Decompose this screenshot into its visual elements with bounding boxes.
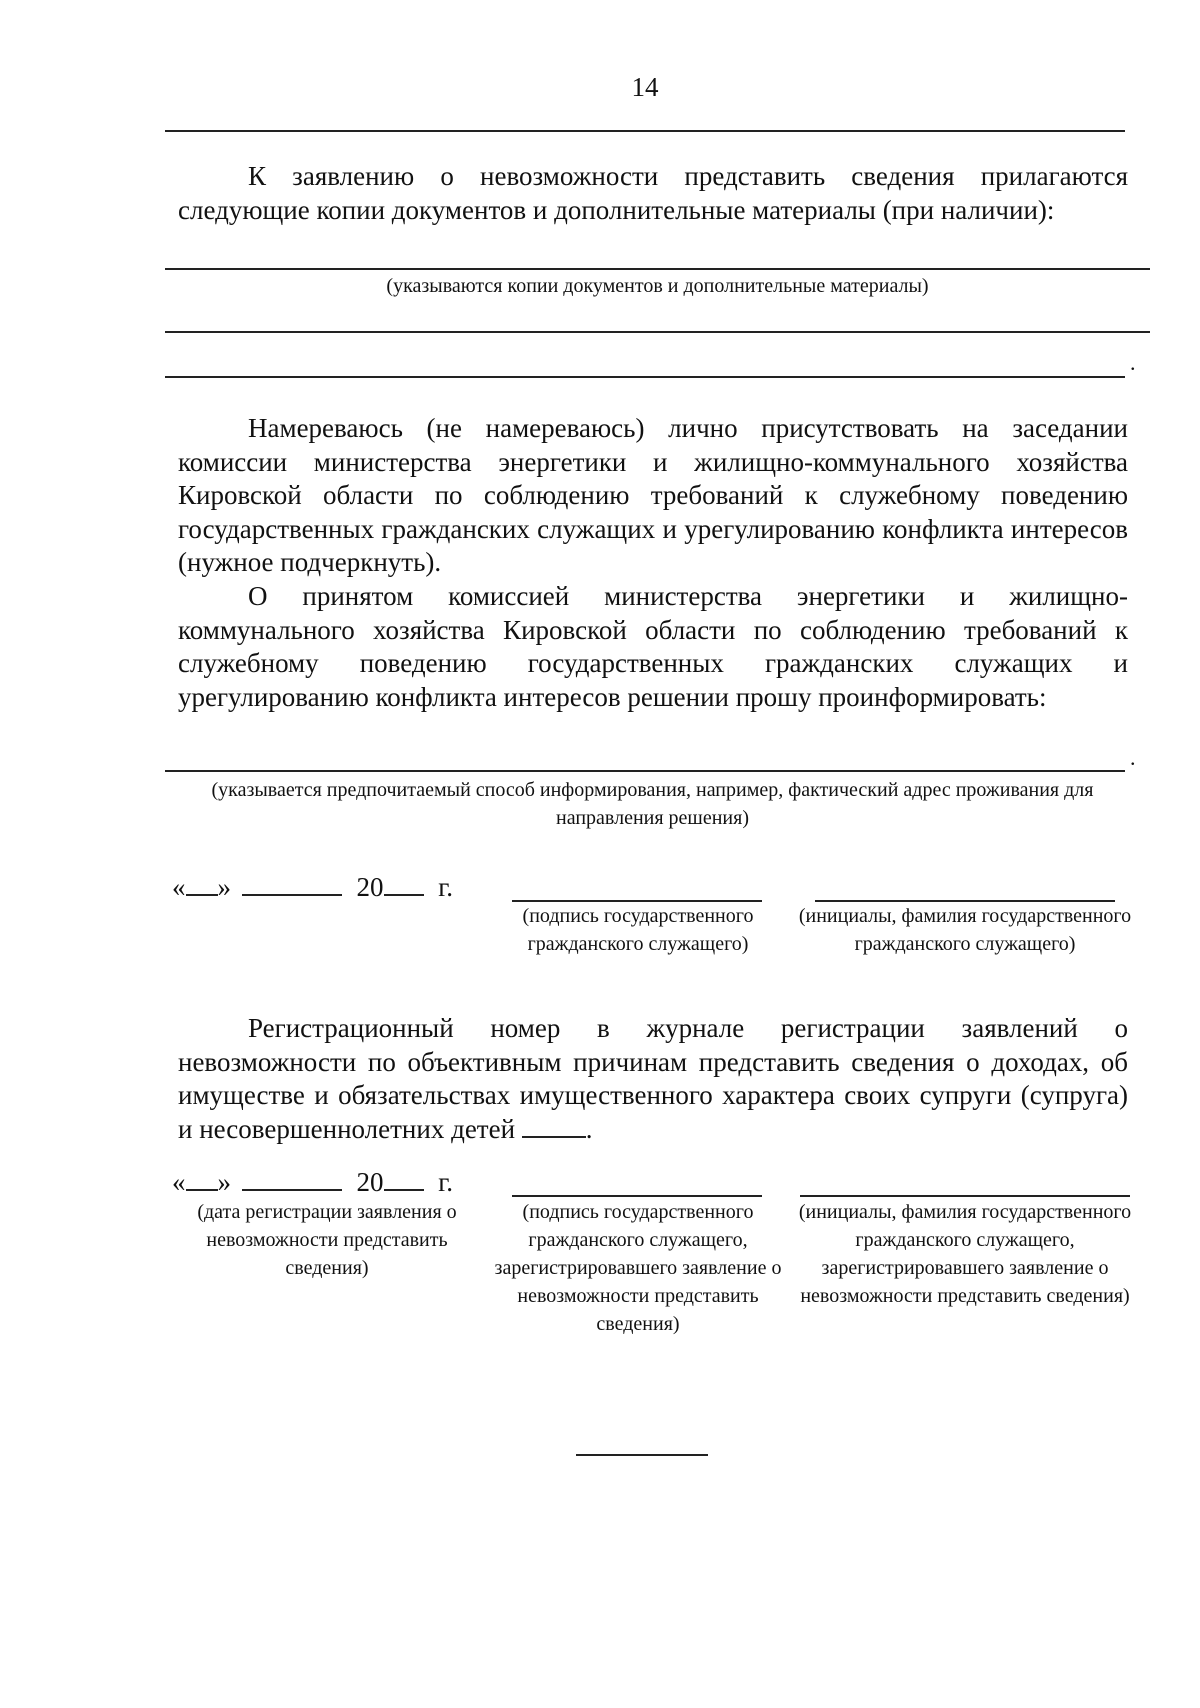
month-field[interactable] [242, 1167, 342, 1191]
signature-line-2[interactable] [512, 1195, 762, 1197]
year-suffix: г. [438, 872, 454, 902]
notification-end-mark: . [1130, 745, 1136, 770]
name-caption-1: (инициалы, фамилия государственного гражданского служащего) [798, 905, 1132, 955]
notification-paragraph: О принятом комиссией министерства энергетики и жилищно-коммунального хозяйства Кировской области по соблюдению требований к служебному поведению государственных гражданских служащих и урегулированию конфликта интересов решении прошу проинформировать: [178, 581, 1128, 712]
date-caption-2: (дата регистрации заявления о невозможности представить сведения) [197, 1201, 457, 1279]
year-field[interactable] [384, 872, 424, 896]
signature-date-2 [172, 1167, 453, 1198]
registration-paragraph [178, 1012, 1128, 1146]
date-close-quote: » [217, 872, 231, 902]
registration-number-field[interactable] [522, 1114, 586, 1138]
registration-text: Регистрационный номер в журнале регистрации заявлений о невозможности по объективным причинам представить сведения о доходах, об имуществе и обязательствах имущественного характера своих супруги (супруга) и несовершеннолетних детей [178, 1013, 1128, 1144]
notification-line[interactable] [165, 770, 1125, 772]
attendance-paragraph: Намереваюсь (не намереваюсь) лично присутствовать на заседании комиссии министерства энергетики и жилищно-коммунального хозяйства Кировской области по соблюдению требований к служебному поведению государственных гражданских служащих и урегулированию конфликта интересов (нужное подчеркнуть). [178, 413, 1128, 577]
date-close-quote: » [217, 1167, 231, 1197]
year-prefix: 20 [356, 872, 384, 902]
month-field[interactable] [242, 872, 342, 896]
signature-caption-2: (подпись государственного гражданского служащего, зарегистрировавшего заявление о невозможности представить сведения) [494, 1201, 782, 1335]
attachments-caption: (указываются копии документов и дополнительные материалы) [386, 275, 929, 297]
notification-caption: (указывается предпочитаемый способ информирования, например, фактический адрес проживания для направления решения) [211, 779, 1094, 829]
header-divider [165, 130, 1125, 132]
year-field[interactable] [384, 1167, 424, 1191]
signature-date-1 [172, 872, 453, 903]
year-prefix: 20 [356, 1167, 384, 1197]
name-caption-2: (инициалы, фамилия государственного гражданского служащего, зарегистрировавшего заявление о невозможности представить сведения) [798, 1201, 1132, 1307]
registration-end-mark: . [585, 1113, 593, 1144]
attachments-end-mark: . [1130, 350, 1136, 375]
day-field[interactable] [186, 1167, 218, 1191]
name-line-2[interactable] [800, 1195, 1130, 1197]
date-open-quote: « [172, 872, 186, 902]
closing-rule [576, 1454, 708, 1456]
signature-caption-1: (подпись государственного гражданского служащего) [522, 905, 754, 955]
year-suffix: г. [438, 1167, 454, 1197]
attachments-line-3[interactable] [165, 376, 1125, 378]
day-field[interactable] [186, 872, 218, 896]
date-open-quote: « [172, 1167, 186, 1197]
attachments-intro: К заявлению о невозможности представить сведения прилагаются следующие копии документов и дополнительные материалы (при наличии): [178, 161, 1128, 225]
page-number: 14 [631, 72, 659, 102]
attachments-line-1[interactable] [165, 268, 1150, 270]
attachments-line-2[interactable] [165, 331, 1150, 333]
